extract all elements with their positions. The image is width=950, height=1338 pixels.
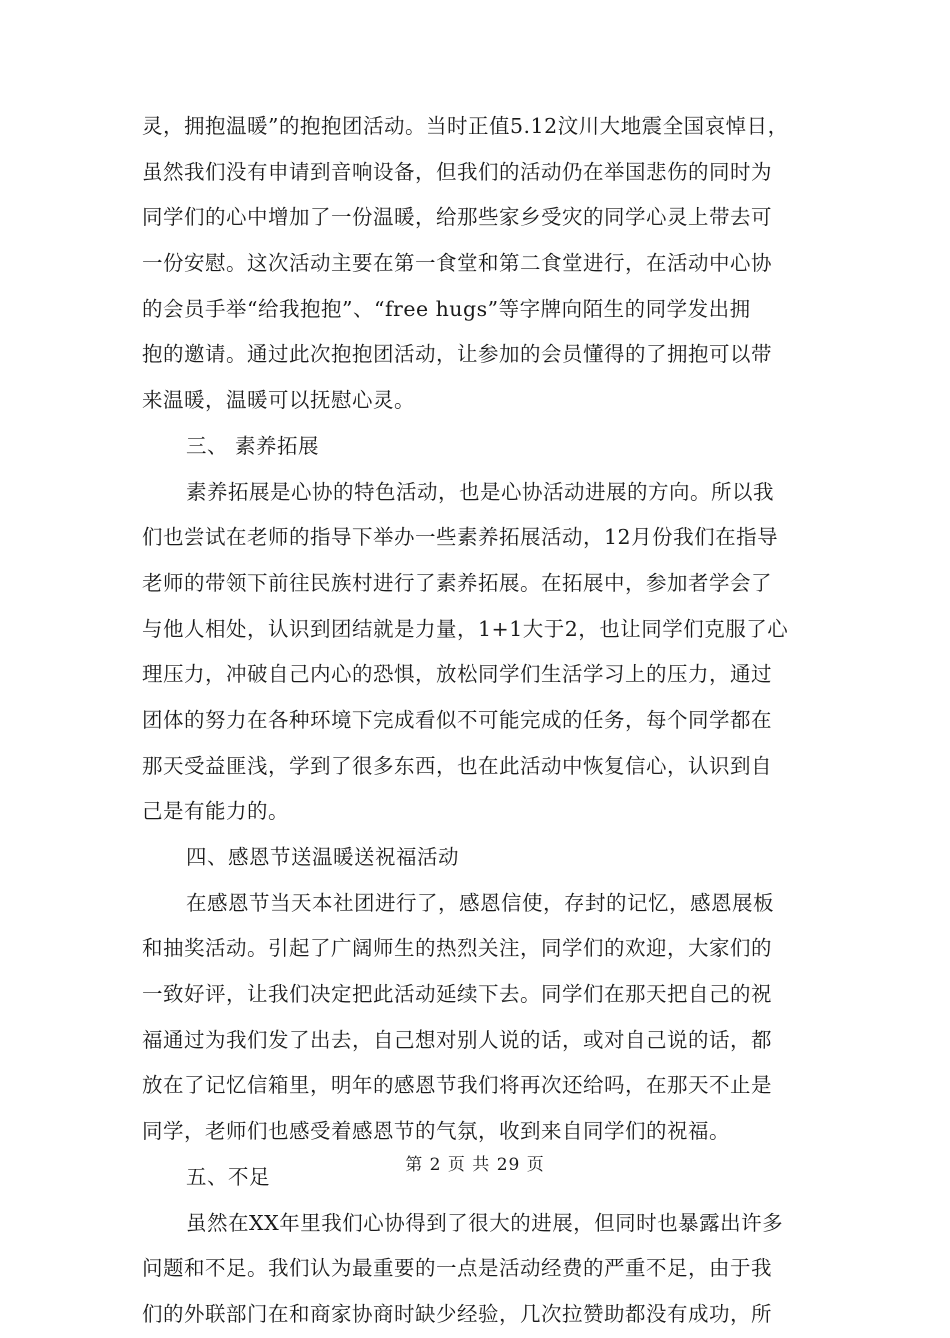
- text-line: 团体的努力在各种环境下完成看似不可能完成的任务，每个同学都在: [142, 707, 772, 732]
- text-line: 那天受益匪浅，学到了很多东西，也在此活动中恢复信心，认识到自: [142, 753, 772, 778]
- text-line: 在感恩节当天本社团进行了，感恩信使，存封的记忆，感恩展板: [186, 890, 774, 915]
- text-line: 抱的邀请。通过此次抱抱团活动，让参加的会员懂得的了拥抱可以带: [142, 342, 772, 367]
- text-line: 放在了记忆信箱里，明年的感恩节我们将再次还给吗，在那天不止是: [142, 1073, 772, 1098]
- page-number-label: 第 2 页 共 29 页: [405, 1155, 545, 1175]
- text-line: 灵，拥抱温暖”的抱抱团活动。当时正值5.12汶川大地震全国哀悼日，: [142, 114, 789, 138]
- text-line: 老师的带领下前往民族村进行了素养拓展。在拓展中，参加者学会了: [142, 570, 772, 595]
- text-line: 福通过为我们发了出去，自己想对别人说的话，或对自己说的话，都: [142, 1027, 772, 1052]
- text-line: 己是有能力的。: [142, 799, 289, 824]
- text-line: 虽然我们没有申请到音响设备，但我们的活动仍在举国悲伤的同时为: [142, 159, 772, 184]
- text-line: 素养拓展是心协的特色活动，也是心协活动进展的方向。所以我: [186, 479, 774, 504]
- text-line: 问题和不足。我们认为最重要的一点是活动经费的严重不足，由于我: [142, 1256, 772, 1281]
- text-line: 同学们的心中增加了一份温暖，给那些家乡受灾的同学心灵上带去可: [142, 205, 772, 230]
- section-heading: 四、感恩节送温暖送祝福活动: [186, 845, 459, 869]
- text-line: 和抽奖活动。引起了广阔师生的热烈关注，同学们的欢迎，大家们的: [142, 936, 772, 961]
- text-line: 们也尝试在老师的指导下举办一些素养拓展活动，12月份我们在指导: [142, 525, 779, 550]
- text-line: 同学，老师们也感受着感恩节的气氛，收到来自同学们的祝福。: [142, 1119, 730, 1144]
- text-line: 理压力，冲破自己内心的恐惧，放松同学们生活学习上的压力，通过: [142, 662, 772, 687]
- text-line: 们的外联部门在和商家协商时缺少经验，几次拉赞助都没有成功，所: [142, 1301, 772, 1326]
- text-line: 一致好评，让我们决定把此活动延续下去。同学们在那天把自己的祝: [142, 982, 772, 1007]
- text-line: 与他人相处，认识到团结就是力量，1+1大于2，也让同学们克服了心: [142, 616, 789, 641]
- text-line: 来温暖，温暖可以抚慰心灵。: [142, 388, 415, 413]
- text-line: 的会员手举“给我抱抱”、“free hugs”等字牌向陌生的同学发出拥: [142, 296, 751, 321]
- text-line: 一份安慰。这次活动主要在第一食堂和第二食堂进行，在活动中心协: [142, 251, 772, 276]
- page-footer: [0, 1150, 950, 1175]
- section-heading: 三、 素养拓展: [186, 433, 320, 458]
- section-heading: 五、不足: [186, 1164, 270, 1189]
- text-line: 虽然在XX年里我们心协得到了很大的进展，但同时也暴露出许多: [186, 1210, 784, 1235]
